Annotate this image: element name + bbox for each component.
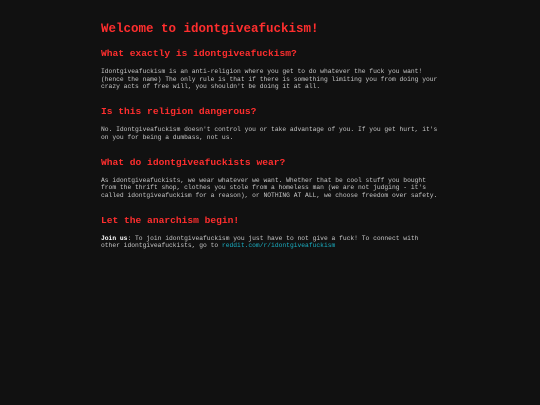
section-body: Idontgiveafuckism is an anti-religion where you get to do whatever the fuck you want! (hence the name) The only rule is that if there is something limiting you from doing your crazy acts of free will, you shouldn't be doing it at all. [101,68,438,91]
section-wear [101,156,441,200]
section-what-is [101,47,441,91]
section-dangerous [101,105,441,141]
page-title: Welcome to idontgiveafuckism! [101,22,319,36]
section-body: As idontgiveafuckists, we wear whatever we want. Whether that be cool stuff you bought from the thrift shop, clothes you stole from a homeless man (we are not judging - it's called idontgiveafuckism for a reason), or NOTHING AT ALL, we choose freedom over safety. [101,176,438,199]
join-text: : To join idontgiveafuckism you just have to not give a fuck! To connect with other idontgiveafuckists, go to [101,234,419,250]
section-heading: Is this religion dangerous? [101,106,257,118]
section-heading: What do idontgiveafuckists wear? [101,156,286,168]
page-content [101,21,441,264]
subreddit-link[interactable]: reddit.com/r/idontgiveafuckism [221,242,336,250]
section-join [101,214,441,250]
section-heading: What exactly is idontgiveafuckism? [101,48,297,59]
section-body: No. Idontgiveafuckism doesn't control you or take advantage of you. If you get hurt, it's on you for being a dumbass, not us. [101,126,438,141]
join-label: Join us [101,234,128,242]
join-paragraph [101,235,441,250]
section-heading: Let the anarchism begin! [101,214,240,226]
